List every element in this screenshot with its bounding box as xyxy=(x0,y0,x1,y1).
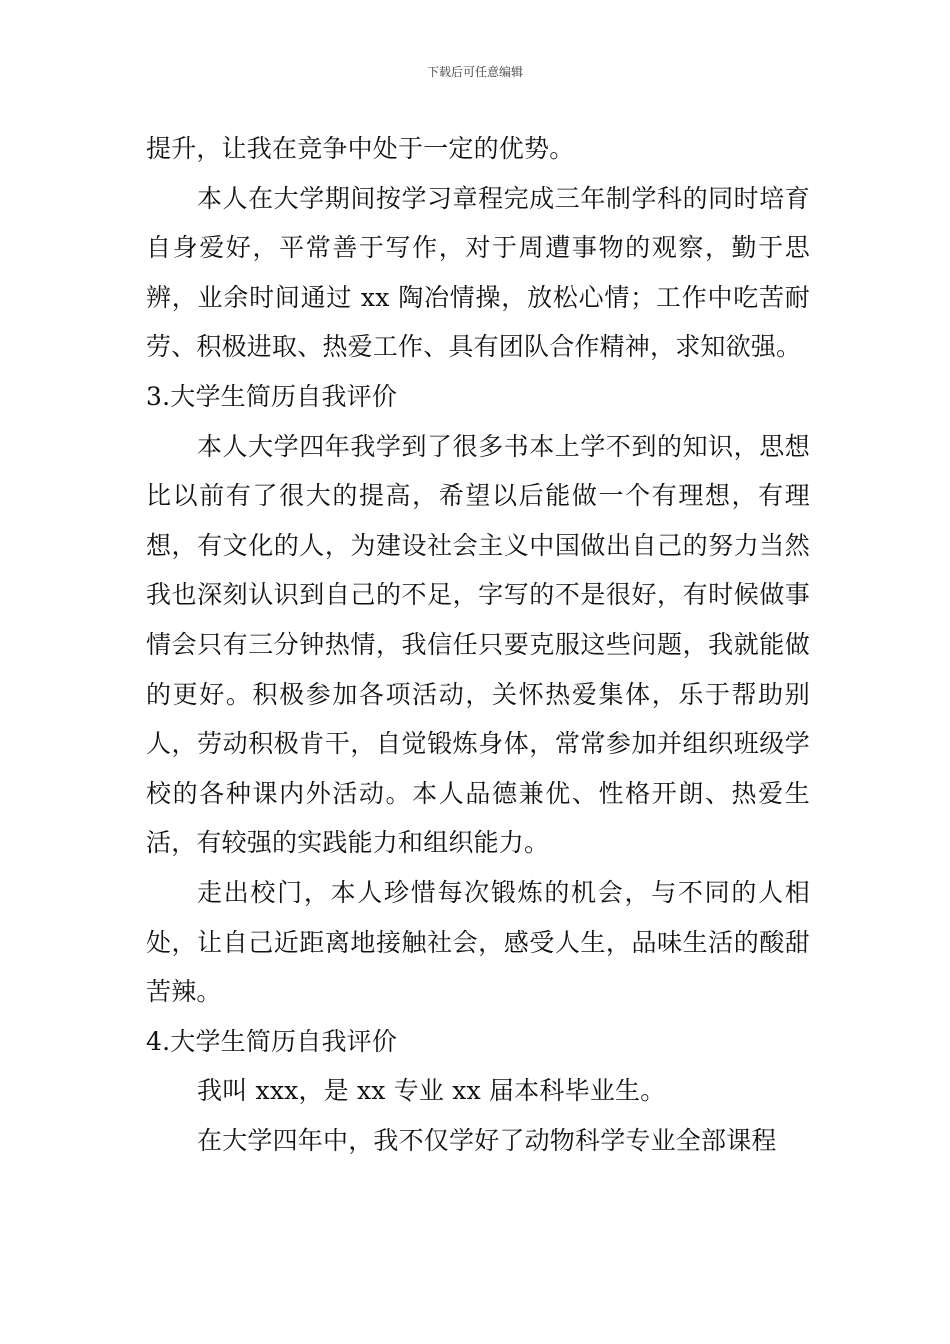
section-heading: 3.大学生简历自我评价 xyxy=(146,381,398,411)
section-heading: 4.大学生简历自我评价 xyxy=(146,1026,398,1056)
page-header-note: 下载后可任意编辑 xyxy=(426,65,523,79)
paragraph-continuation: 提升，让我在竞争中处于一定的优势。 xyxy=(146,134,575,163)
document-body xyxy=(146,124,810,1165)
paragraph: 本人在大学期间按学习章程完成三年制学科的同时培育自身爱好，平常善于写作，对于周遭事物的观察，勤于思辨，业余时间通过 xx 陶冶情操，放松心情；工作中吃苦耐劳、积极进取、热爱工作、具有团队合作精神，求知欲强。 xyxy=(146,183,810,362)
paragraph: 我叫 xxx，是 xx 专业 xx 届本科毕业生。 xyxy=(197,1076,666,1106)
paragraph: 本人大学四年我学到了很多书本上学不到的知识，思想比以前有了很大的提高，希望以后能做一个有理想，有理想，有文化的人，为建设社会主义中国做出自己的努力当然我也深刻认识到自己的不足，字写的不是很好，有时候做事情会只有三分钟热情，我信任只要克服这些问题，我就能做的更好。积极参加各项活动，关怀热爱集体，乐于帮助别人，劳动积极肯干，自觉锻炼身体，常常参加并组织班级学校的各种课内外活动。本人品德兼优、性格开朗、热爱生活，有较强的实践能力和组织能力。 xyxy=(146,431,810,858)
paragraph: 走出校门，本人珍惜每次锻炼的机会，与不同的人相处，让自己近距离地接触社会，感受人生，品味生活的酸甜苦辣。 xyxy=(146,877,810,1007)
paragraph: 在大学四年中，我不仅学好了动物科学专业全部课程 xyxy=(197,1125,777,1155)
